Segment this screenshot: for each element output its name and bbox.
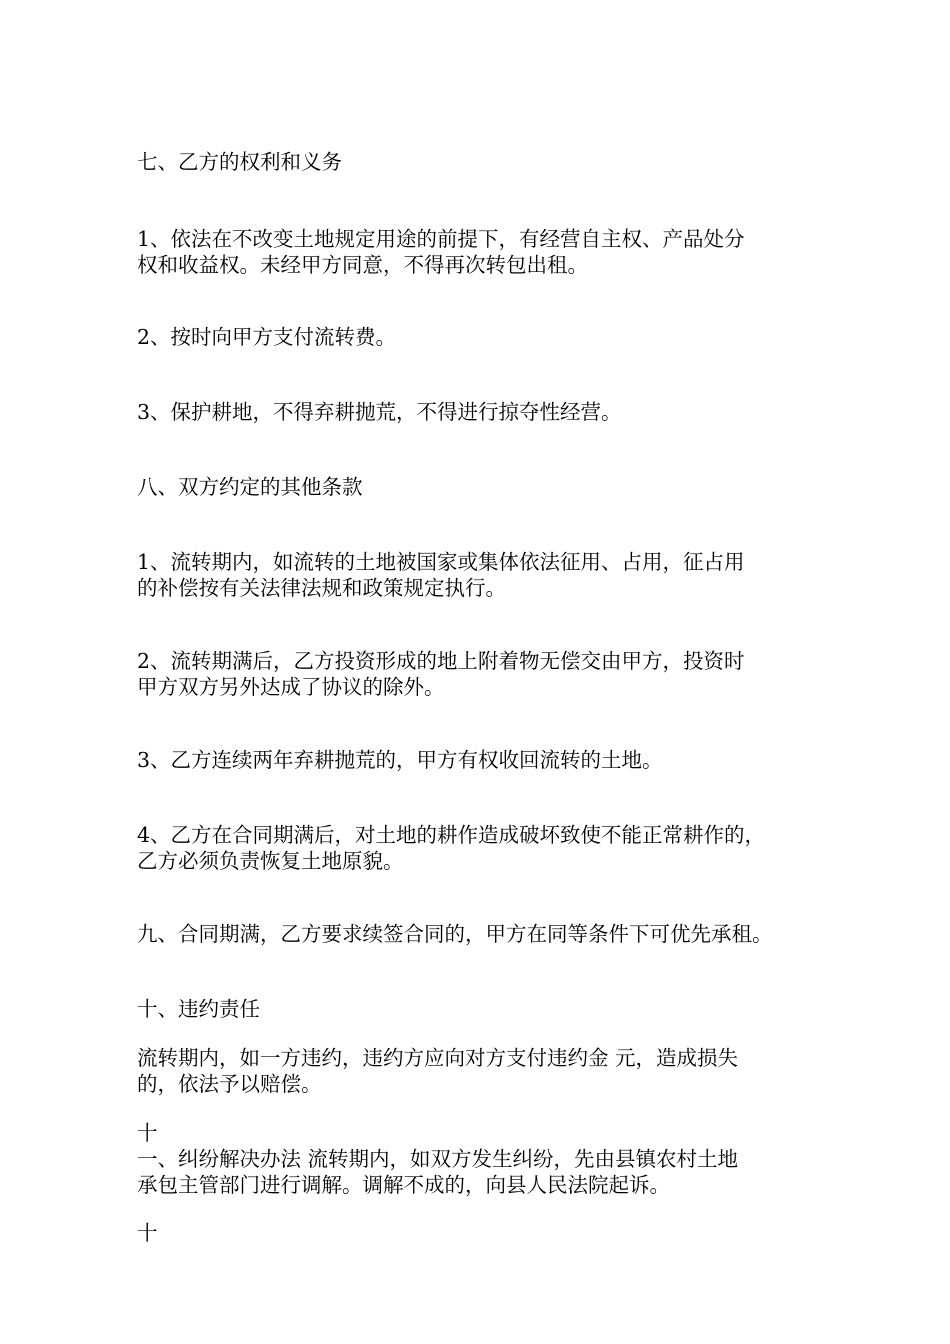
paragraph-line: 流转期内，如一方违约，违约方应向对方支付违约金 元，造成损失 — [137, 1046, 739, 1070]
paragraph-line: 1、流转期内，如流转的土地被国家或集体依法征用、占用，征占用 — [137, 550, 745, 574]
section-heading-10: 十、违约责任 — [137, 997, 260, 1021]
paragraph-line: 3、保护耕地，不得弃耕抛荒，不得进行掠夺性经营。 — [137, 400, 622, 424]
paragraph-line: 1、依法在不改变土地规定用途的前提下，有经营自主权、产品处分 — [137, 227, 745, 251]
paragraph-line: 的补偿按有关法律法规和政策规定执行。 — [137, 576, 506, 600]
paragraph-line: 一、纠纷解决办法 流转期内，如双方发生纠纷，先由县镇农村土地 — [137, 1147, 739, 1171]
section-heading-8: 八、双方约定的其他条款 — [137, 475, 363, 499]
section-heading-11-prefix: 十 — [137, 1121, 158, 1145]
paragraph-line: 乙方必须负责恢复土地原貌。 — [137, 849, 404, 873]
paragraph-line: 3、乙方连续两年弃耕抛荒的，甲方有权收回流转的土地。 — [137, 748, 663, 772]
paragraph-line: 2、流转期满后，乙方投资形成的地上附着物无偿交由甲方，投资时 — [137, 649, 745, 673]
paragraph-line: 甲方双方另外达成了协议的除外。 — [137, 675, 445, 699]
paragraph-line: 4、乙方在合同期满后，对土地的耕作造成破坏致使不能正常耕作的， — [137, 823, 766, 847]
paragraph-line: 权和收益权。未经甲方同意，不得再次转包出租。 — [137, 253, 588, 277]
section-heading-7: 七、乙方的权利和义务 — [137, 150, 342, 174]
paragraph-line: 承包主管部门进行调解。调解不成的，向县人民法院起诉。 — [137, 1173, 670, 1197]
section-heading-12-prefix: 十 — [137, 1221, 158, 1245]
section-heading-9: 九、合同期满，乙方要求续签合同的，甲方在同等条件下可优先承租。 — [137, 922, 773, 946]
paragraph-line: 的，依法予以赔偿。 — [137, 1072, 322, 1096]
paragraph-line: 2、按时向甲方支付流转费。 — [137, 325, 397, 349]
